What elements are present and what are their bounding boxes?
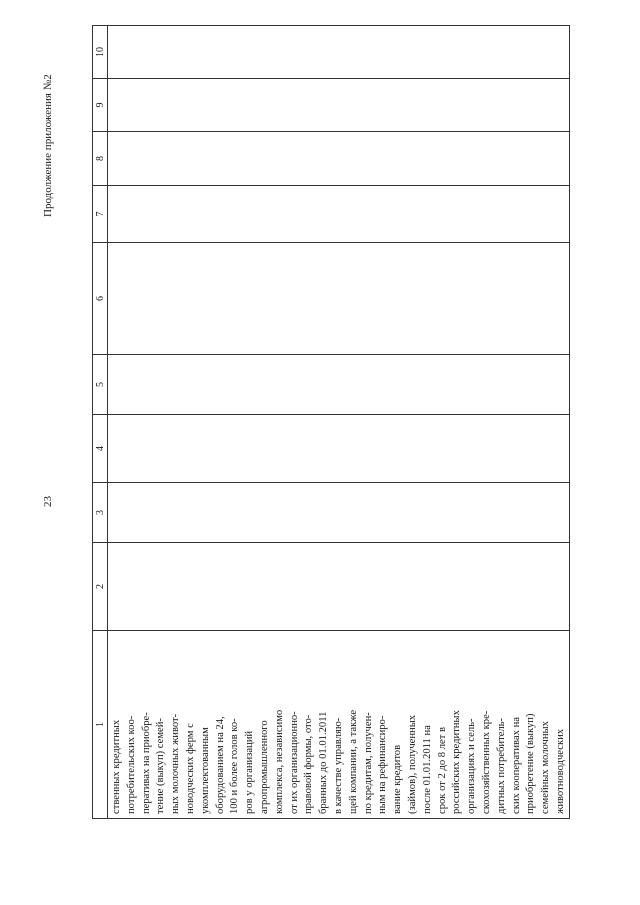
table-cell-6 bbox=[108, 243, 570, 355]
appendix-label: Продолжение приложения №2 bbox=[42, 74, 54, 217]
column-header-6: 6 bbox=[93, 243, 108, 355]
table-row bbox=[108, 26, 570, 819]
column-header-5: 5 bbox=[93, 355, 108, 415]
table-cell-4 bbox=[108, 415, 570, 483]
table-header-row bbox=[93, 26, 108, 819]
table-cell-7 bbox=[108, 186, 570, 243]
column-header-3: 3 bbox=[93, 483, 108, 543]
data-table bbox=[92, 25, 570, 819]
column-header-7: 7 bbox=[93, 186, 108, 243]
column-header-2: 2 bbox=[93, 543, 108, 631]
table-cell-10 bbox=[108, 26, 570, 79]
table-cell-3 bbox=[108, 483, 570, 543]
table-cell-5 bbox=[108, 355, 570, 415]
column-header-8: 8 bbox=[93, 132, 108, 186]
column-header-9: 9 bbox=[93, 79, 108, 132]
column-header-10: 10 bbox=[93, 26, 108, 79]
description-text: ственных кредитных потребительских коо- перативах на приобре- тение (выкуп) семей- ных молочных живот- новодческих ферм с укомплектованным оборудованием на 24, 100 и более голов ко- ров у организаций агропромышленного комплекса, независимо от их организационно- правовой формы, ото- бранных до 01.01.2011 в качестве управляю- щей компании, а также по кредитам, получен- ным на рефинансиро- вание кредитов (займов), полученных после 01.01.2011 на срок от 2 до 8 лет в российских кредитных организациях и сель- скохозяйственных кре- дитных потребитель- ских кооперативах на приобретение (выкуп) семейных молочных животноводческих bbox=[111, 709, 566, 814]
column-header-1: 1 bbox=[93, 631, 108, 819]
table-cell-9 bbox=[108, 79, 570, 132]
table-cell-description bbox=[108, 631, 570, 819]
table-cell-8 bbox=[108, 132, 570, 186]
table-cell-2 bbox=[108, 543, 570, 631]
column-header-4: 4 bbox=[93, 415, 108, 483]
page-number: 23 bbox=[42, 496, 54, 507]
